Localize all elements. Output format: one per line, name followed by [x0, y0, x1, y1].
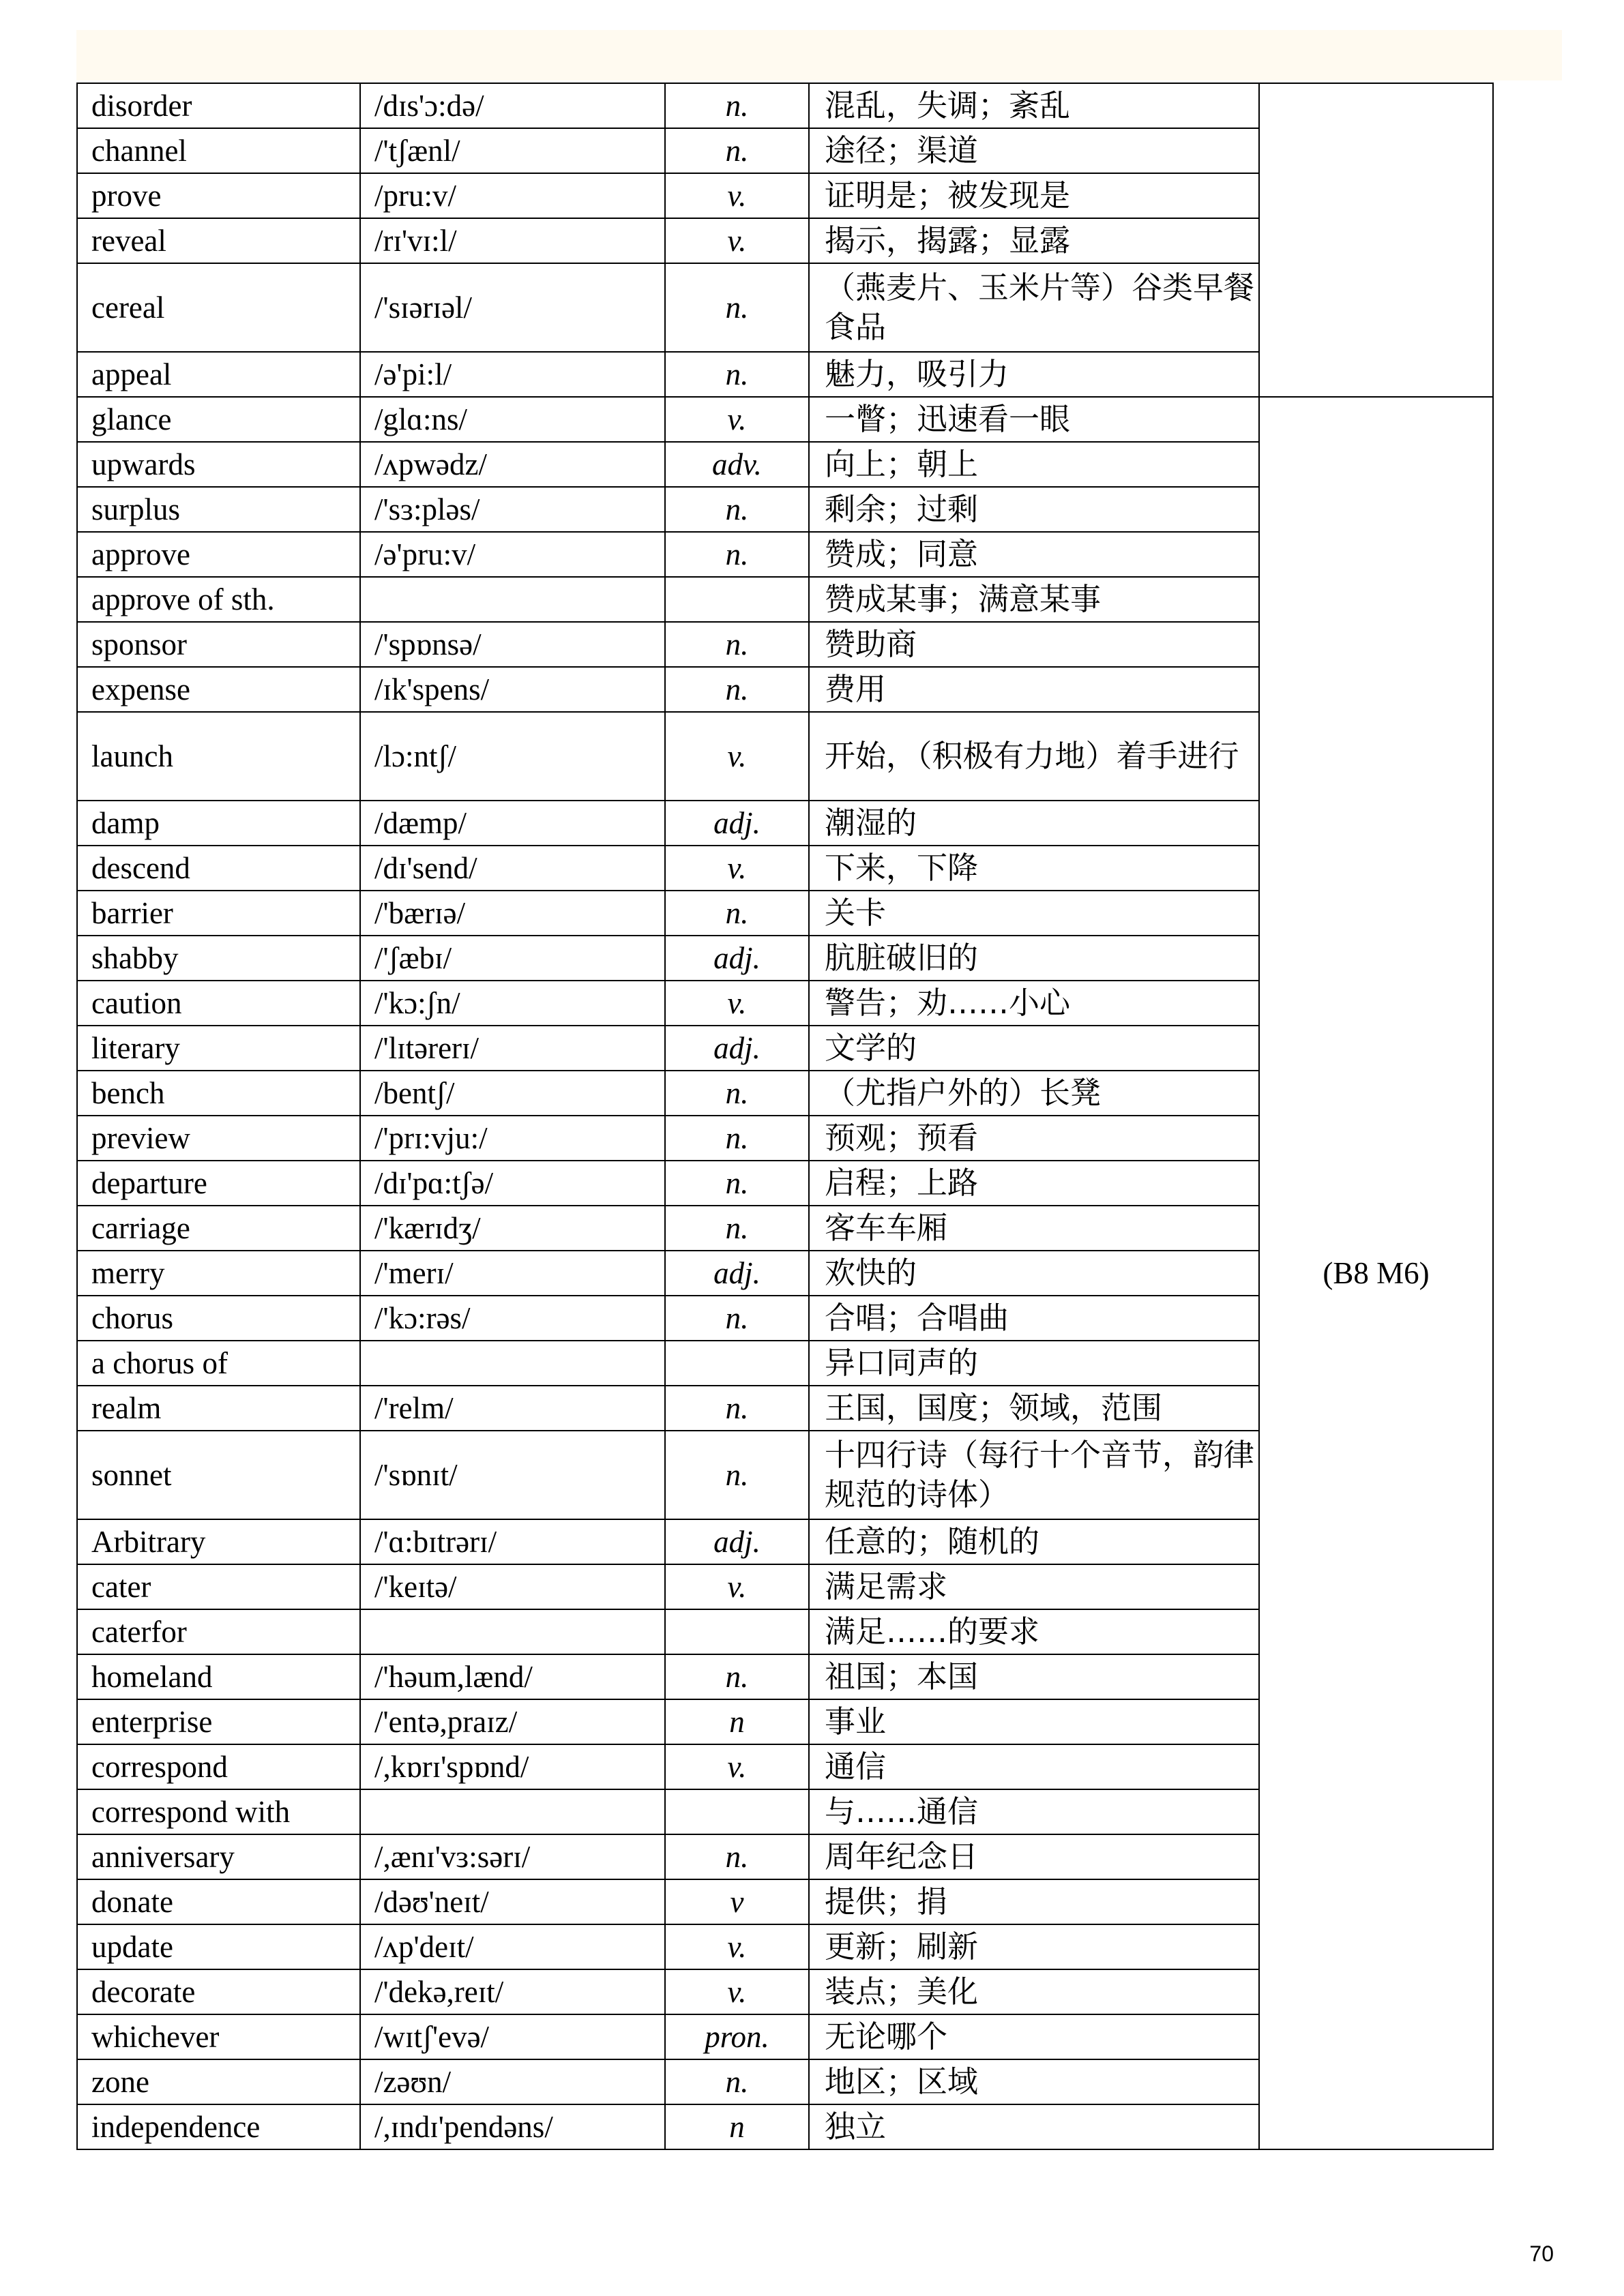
- pos-cell: n.: [665, 532, 809, 577]
- ipa-cell: /'kɔ:rəs/: [360, 1296, 665, 1341]
- word-cell: caterfor: [77, 1609, 360, 1654]
- ipa-cell: /'lɪtərerɪ/: [360, 1026, 665, 1071]
- meaning-cell: 赞助商: [809, 622, 1259, 667]
- ipa-cell: /'keɪtə/: [360, 1564, 665, 1609]
- meaning-cell: 文学的: [809, 1026, 1259, 1071]
- ipa-cell: /'dekə,reɪt/: [360, 1969, 665, 2014]
- word-cell: departure: [77, 1161, 360, 1206]
- pos-cell: v.: [665, 1924, 809, 1969]
- pos-cell: v.: [665, 981, 809, 1026]
- ipa-cell: /'bærɪə/: [360, 891, 665, 936]
- pos-cell: [665, 577, 809, 622]
- pos-cell: n.: [665, 1431, 809, 1519]
- word-cell: donate: [77, 1879, 360, 1924]
- meaning-cell: 混乱，失调；紊乱: [809, 83, 1259, 128]
- word-cell: a chorus of: [77, 1341, 360, 1386]
- word-cell: sponsor: [77, 622, 360, 667]
- ipa-cell: /ʌpwədz/: [360, 442, 665, 487]
- meaning-cell: 满足需求: [809, 1564, 1259, 1609]
- pos-cell: n.: [665, 1206, 809, 1251]
- pos-cell: n.: [665, 891, 809, 936]
- meaning-cell: 任意的；随机的: [809, 1519, 1259, 1564]
- word-cell: glance: [77, 397, 360, 442]
- ipa-cell: /'kɔ:ʃn/: [360, 981, 665, 1026]
- ipa-cell: /'merɪ/: [360, 1251, 665, 1296]
- meaning-cell: 王国，国度；领域，范围: [809, 1386, 1259, 1431]
- pos-cell: adj.: [665, 936, 809, 981]
- word-cell: launch: [77, 712, 360, 801]
- header-band: [76, 30, 1562, 80]
- word-cell: expense: [77, 667, 360, 712]
- meaning-cell: 客车车厢: [809, 1206, 1259, 1251]
- meaning-cell: 合唱；合唱曲: [809, 1296, 1259, 1341]
- group-label-cell: (B8 M6): [1259, 397, 1493, 2149]
- word-cell: update: [77, 1924, 360, 1969]
- vocabulary-table: [76, 83, 1494, 2150]
- word-cell: merry: [77, 1251, 360, 1296]
- pos-cell: adv.: [665, 442, 809, 487]
- meaning-cell: 满足……的要求: [809, 1609, 1259, 1654]
- pos-cell: adj.: [665, 1519, 809, 1564]
- ipa-cell: /bentʃ/: [360, 1071, 665, 1116]
- pos-cell: v.: [665, 173, 809, 218]
- meaning-cell: 更新；刷新: [809, 1924, 1259, 1969]
- pos-cell: n.: [665, 1116, 809, 1161]
- pos-cell: [665, 1609, 809, 1654]
- word-cell: realm: [77, 1386, 360, 1431]
- pos-cell: n.: [665, 1386, 809, 1431]
- ipa-cell: /'entə,praɪz/: [360, 1699, 665, 1744]
- meaning-cell: 证明是；被发现是: [809, 173, 1259, 218]
- meaning-cell: 向上；朝上: [809, 442, 1259, 487]
- meaning-cell: 提供；捐: [809, 1879, 1259, 1924]
- pos-cell: n.: [665, 667, 809, 712]
- ipa-cell: /lɔ:ntʃ/: [360, 712, 665, 801]
- word-cell: anniversary: [77, 1834, 360, 1879]
- meaning-cell: 异口同声的: [809, 1341, 1259, 1386]
- ipa-cell: /ʌp'deɪt/: [360, 1924, 665, 1969]
- ipa-cell: [360, 1609, 665, 1654]
- ipa-cell: /'sɪərɪəl/: [360, 263, 665, 352]
- meaning-cell: 下来，下降: [809, 846, 1259, 891]
- word-cell: zone: [77, 2059, 360, 2104]
- meaning-cell: 启程；上路: [809, 1161, 1259, 1206]
- pos-cell: adj.: [665, 1026, 809, 1071]
- meaning-cell: 警告；劝……小心: [809, 981, 1259, 1026]
- group-cell-empty: [1259, 83, 1493, 397]
- pos-cell: n.: [665, 263, 809, 352]
- ipa-cell: /'relm/: [360, 1386, 665, 1431]
- meaning-cell: 无论哪个: [809, 2014, 1259, 2059]
- meaning-cell: （尤指户外的）长凳: [809, 1071, 1259, 1116]
- word-cell: preview: [77, 1116, 360, 1161]
- pos-cell: n.: [665, 128, 809, 173]
- table-row: [77, 83, 1493, 128]
- table-row: [77, 397, 1493, 442]
- pos-cell: adj.: [665, 1251, 809, 1296]
- ipa-cell: /dæmp/: [360, 801, 665, 846]
- meaning-cell: （燕麦片、玉米片等）谷类早餐食品: [809, 263, 1259, 352]
- meaning-cell: 独立: [809, 2104, 1259, 2149]
- ipa-cell: /,ænɪ'vɜ:sərɪ/: [360, 1834, 665, 1879]
- pos-cell: v.: [665, 218, 809, 263]
- word-cell: appeal: [77, 352, 360, 397]
- pos-cell: [665, 1789, 809, 1834]
- meaning-cell: 魅力，吸引力: [809, 352, 1259, 397]
- ipa-cell: [360, 577, 665, 622]
- ipa-cell: /,ɪndɪ'pendəns/: [360, 2104, 665, 2149]
- meaning-cell: 与……通信: [809, 1789, 1259, 1834]
- ipa-cell: /ə'pi:l/: [360, 352, 665, 397]
- ipa-cell: /'spɒnsə/: [360, 622, 665, 667]
- word-cell: bench: [77, 1071, 360, 1116]
- word-cell: prove: [77, 173, 360, 218]
- pos-cell: n.: [665, 1296, 809, 1341]
- word-cell: enterprise: [77, 1699, 360, 1744]
- pos-cell: n.: [665, 352, 809, 397]
- pos-cell: n: [665, 2104, 809, 2149]
- word-cell: upwards: [77, 442, 360, 487]
- meaning-cell: 途径；渠道: [809, 128, 1259, 173]
- ipa-cell: /'ɑ:bɪtrərɪ/: [360, 1519, 665, 1564]
- ipa-cell: /rɪ'vɪ:l/: [360, 218, 665, 263]
- word-cell: sonnet: [77, 1431, 360, 1519]
- word-cell: correspond with: [77, 1789, 360, 1834]
- meaning-cell: 剩余；过剩: [809, 487, 1259, 532]
- word-cell: approve: [77, 532, 360, 577]
- meaning-cell: 关卡: [809, 891, 1259, 936]
- ipa-cell: /ɪk'spens/: [360, 667, 665, 712]
- word-cell: surplus: [77, 487, 360, 532]
- pos-cell: [665, 1341, 809, 1386]
- ipa-cell: /wɪtʃ'evə/: [360, 2014, 665, 2059]
- meaning-cell: 肮脏破旧的: [809, 936, 1259, 981]
- pos-cell: n.: [665, 1654, 809, 1699]
- ipa-cell: /'sɒnɪt/: [360, 1431, 665, 1519]
- word-cell: independence: [77, 2104, 360, 2149]
- meaning-cell: 赞成；同意: [809, 532, 1259, 577]
- word-cell: cater: [77, 1564, 360, 1609]
- word-cell: damp: [77, 801, 360, 846]
- word-cell: reveal: [77, 218, 360, 263]
- meaning-cell: 欢快的: [809, 1251, 1259, 1296]
- ipa-cell: /'tʃænl/: [360, 128, 665, 173]
- meaning-cell: 通信: [809, 1744, 1259, 1789]
- ipa-cell: /'prɪ:vju:/: [360, 1116, 665, 1161]
- ipa-cell: [360, 1341, 665, 1386]
- pos-cell: n.: [665, 487, 809, 532]
- ipa-cell: /pru:v/: [360, 173, 665, 218]
- meaning-cell: 周年纪念日: [809, 1834, 1259, 1879]
- word-cell: decorate: [77, 1969, 360, 2014]
- meaning-cell: 费用: [809, 667, 1259, 712]
- meaning-cell: 地区；区域: [809, 2059, 1259, 2104]
- meaning-cell: 十四行诗（每行十个音节，韵律规范的诗体）: [809, 1431, 1259, 1519]
- pos-cell: n.: [665, 1071, 809, 1116]
- pos-cell: v.: [665, 397, 809, 442]
- word-cell: approve of sth.: [77, 577, 360, 622]
- word-cell: homeland: [77, 1654, 360, 1699]
- pos-cell: n.: [665, 83, 809, 128]
- pos-cell: adj.: [665, 801, 809, 846]
- word-cell: chorus: [77, 1296, 360, 1341]
- pos-cell: pron.: [665, 2014, 809, 2059]
- page-number: 70: [1529, 2241, 1554, 2266]
- meaning-cell: 揭示，揭露；显露: [809, 218, 1259, 263]
- word-cell: caution: [77, 981, 360, 1026]
- ipa-cell: /dɪ'pɑ:tʃə/: [360, 1161, 665, 1206]
- pos-cell: v.: [665, 1564, 809, 1609]
- meaning-cell: 事业: [809, 1699, 1259, 1744]
- ipa-cell: /'kærɪdʒ/: [360, 1206, 665, 1251]
- ipa-cell: /'sɜ:pləs/: [360, 487, 665, 532]
- pos-cell: n.: [665, 622, 809, 667]
- meaning-cell: 装点；美化: [809, 1969, 1259, 2014]
- pos-cell: v.: [665, 712, 809, 801]
- word-cell: disorder: [77, 83, 360, 128]
- word-cell: correspond: [77, 1744, 360, 1789]
- pos-cell: v.: [665, 1744, 809, 1789]
- vocabulary-table-body: [77, 83, 1493, 2149]
- ipa-cell: /'ʃæbɪ/: [360, 936, 665, 981]
- word-cell: channel: [77, 128, 360, 173]
- ipa-cell: /dɪ'send/: [360, 846, 665, 891]
- word-cell: Arbitrary: [77, 1519, 360, 1564]
- meaning-cell: 一瞥；迅速看一眼: [809, 397, 1259, 442]
- meaning-cell: 潮湿的: [809, 801, 1259, 846]
- ipa-cell: /ə'pru:v/: [360, 532, 665, 577]
- word-cell: cereal: [77, 263, 360, 352]
- pos-cell: v: [665, 1879, 809, 1924]
- ipa-cell: /'həum,lænd/: [360, 1654, 665, 1699]
- pos-cell: n: [665, 1699, 809, 1744]
- pos-cell: v.: [665, 1969, 809, 2014]
- ipa-cell: /dəʊ'neɪt/: [360, 1879, 665, 1924]
- meaning-cell: 预观；预看: [809, 1116, 1259, 1161]
- word-cell: shabby: [77, 936, 360, 981]
- pos-cell: n.: [665, 1834, 809, 1879]
- ipa-cell: /,kɒrɪ'spɒnd/: [360, 1744, 665, 1789]
- ipa-cell: /glɑ:ns/: [360, 397, 665, 442]
- word-cell: carriage: [77, 1206, 360, 1251]
- pos-cell: v.: [665, 846, 809, 891]
- word-cell: whichever: [77, 2014, 360, 2059]
- pos-cell: n.: [665, 2059, 809, 2104]
- ipa-cell: [360, 1789, 665, 1834]
- pos-cell: n.: [665, 1161, 809, 1206]
- ipa-cell: /zəʊn/: [360, 2059, 665, 2104]
- word-cell: barrier: [77, 891, 360, 936]
- meaning-cell: 赞成某事；满意某事: [809, 577, 1259, 622]
- meaning-cell: 祖国；本国: [809, 1654, 1259, 1699]
- ipa-cell: /dɪs'ɔ:də/: [360, 83, 665, 128]
- word-cell: literary: [77, 1026, 360, 1071]
- word-cell: descend: [77, 846, 360, 891]
- meaning-cell: 开始，（积极有力地）着手进行: [809, 712, 1259, 801]
